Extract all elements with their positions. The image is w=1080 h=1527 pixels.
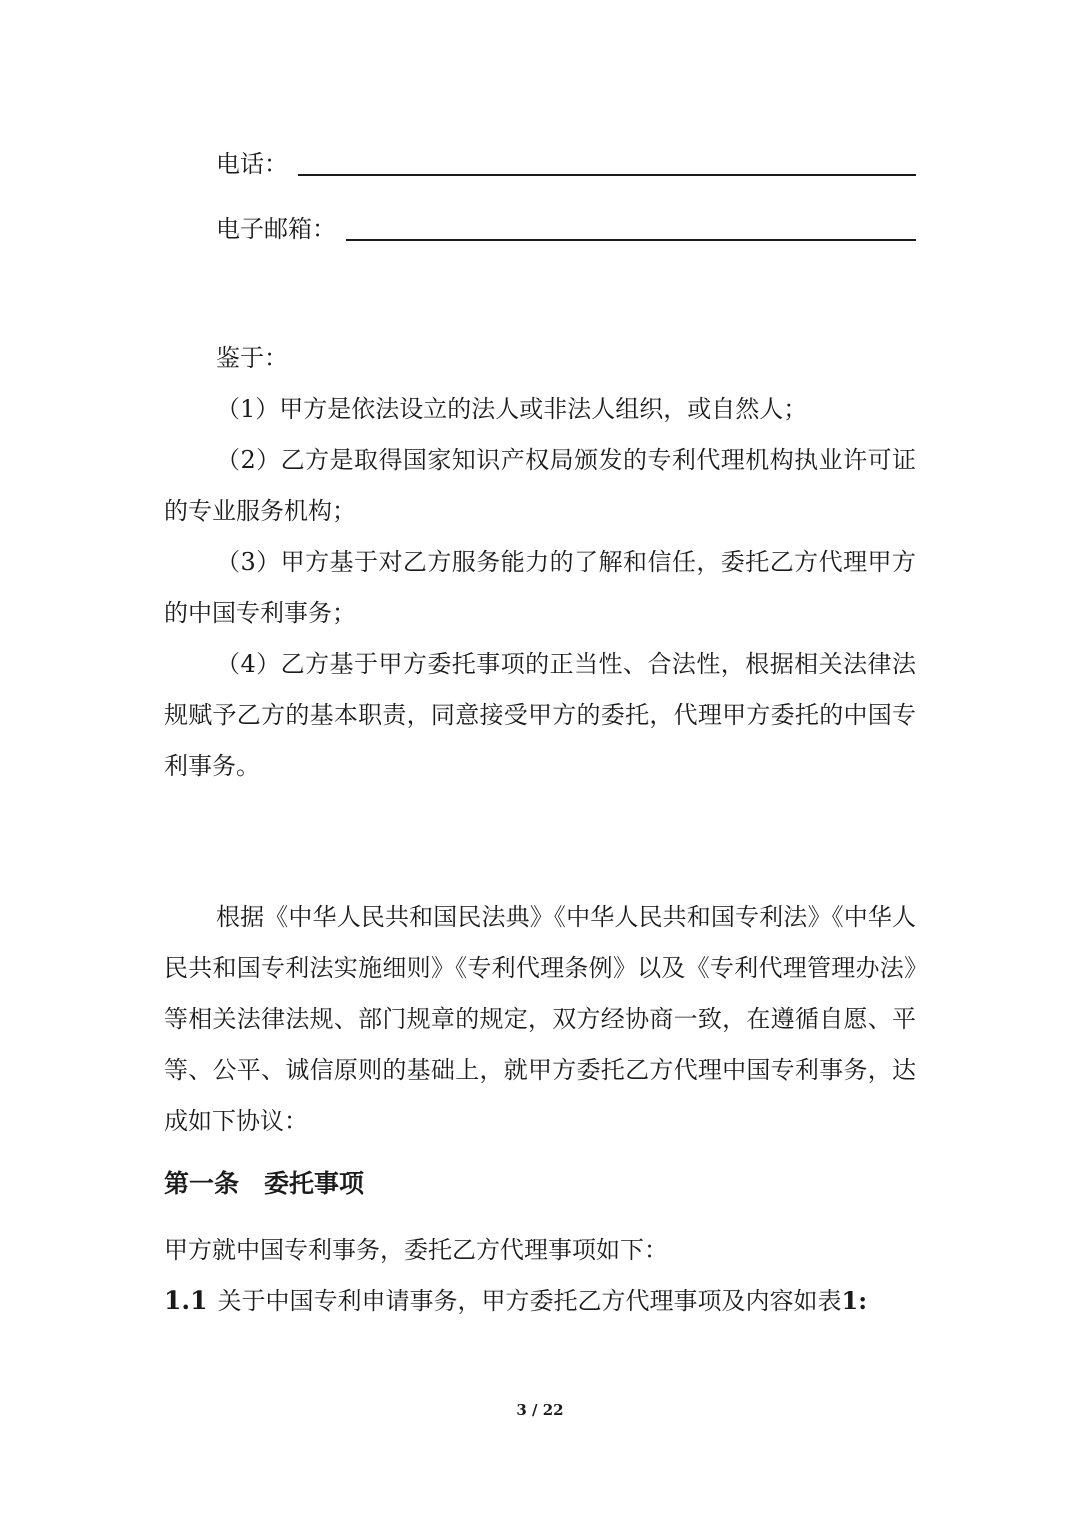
- recital-item-2: （2）乙方是取得国家知识产权局颁发的专利代理机构执业许可证的专业服务机构；: [164, 446, 916, 525]
- recital-item-4: （4）乙方基于甲方委托事项的正当性、合法性，根据相关法律法规赋予乙方的基本职责，同意接受甲方的委托，代理甲方委托的中国专利事务。: [164, 650, 916, 780]
- recital-item-3: （3）甲方基于对乙方服务能力的了解和信任，委托乙方代理甲方的中国专利事务；: [164, 548, 916, 627]
- article-1-item-1-1: [164, 1283, 867, 1319]
- item-table-ref: 1:: [841, 1286, 868, 1315]
- article-1-intro: 甲方就中国专利事务，委托乙方代理事项如下：: [164, 1236, 668, 1264]
- recitals-intro: 鉴于：: [216, 344, 288, 372]
- email-field-row: [216, 211, 916, 247]
- email-blank-line[interactable]: [346, 221, 916, 241]
- page-number-footer: 3 / 22: [516, 1401, 564, 1419]
- email-label: 电子邮箱：: [216, 215, 336, 243]
- item-number: 1.1: [164, 1286, 208, 1315]
- phone-blank-line[interactable]: [298, 156, 916, 176]
- basis-paragraph: 根据《中华人民共和国民法典》《中华人民共和国专利法》《中华人民共和国专利法实施细则》《专利代理条例》以及《专利代理管理办法》等相关法律法规、部门规章的规定，双方经协商一致，在遵循自愿、平等、公平、诚信原则的基础上，就甲方委托乙方代理中国专利事务，达成如下协议：: [164, 903, 916, 1135]
- phone-label: 电话：: [216, 150, 288, 178]
- recital-item-1: （1）甲方是依法设立的法人或非法人组织，或自然人；: [216, 395, 808, 423]
- item-text: 关于中国专利申请事务，甲方委托乙方代理事项及内容如表: [217, 1287, 842, 1315]
- phone-field-row: [216, 146, 916, 182]
- article-1-heading: 第一条 委托事项: [164, 1169, 365, 1198]
